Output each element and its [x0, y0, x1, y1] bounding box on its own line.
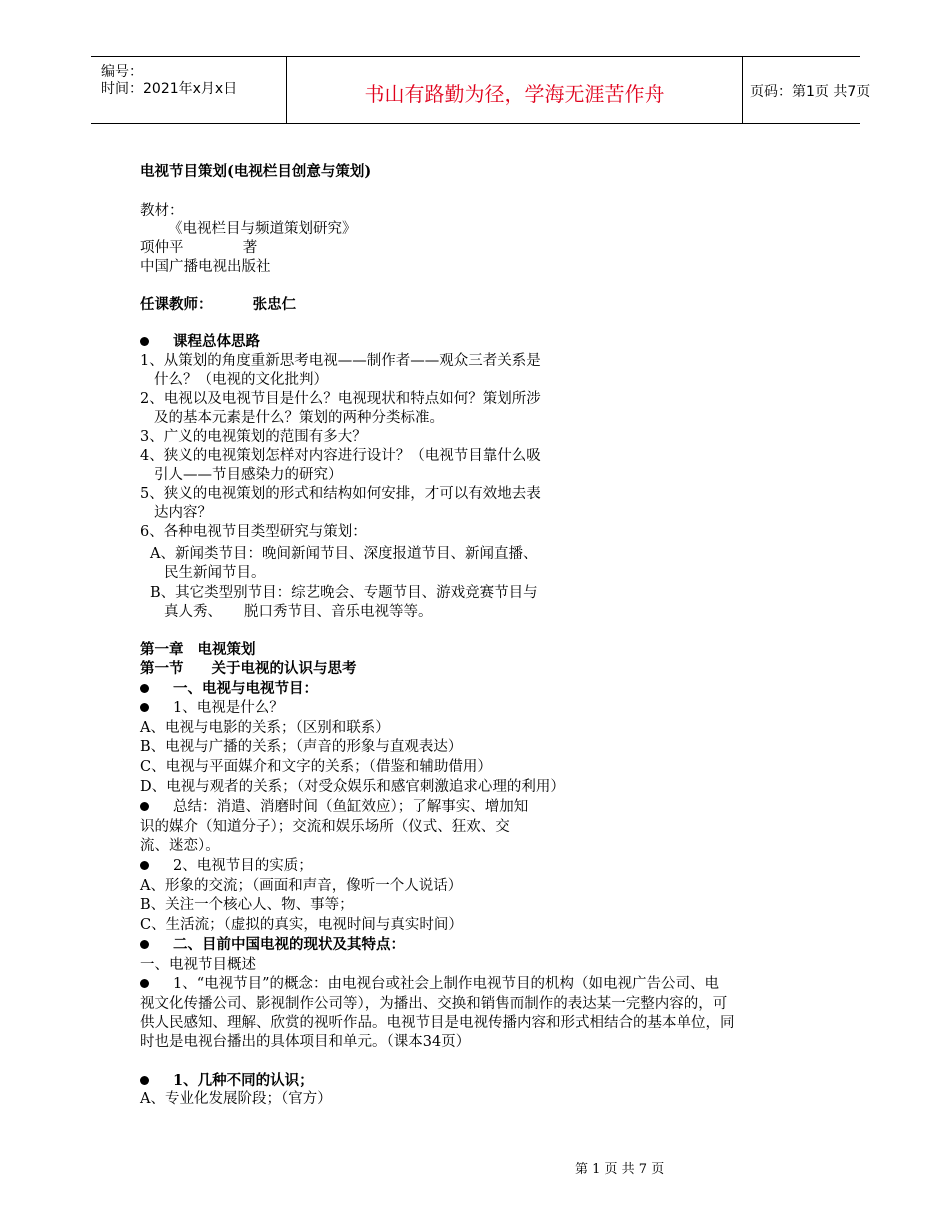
footer-page-number: 第 1 页 共 7 页 [575, 1162, 665, 1177]
bullet-icon [140, 979, 149, 988]
heading-two: 二、目前中国电视的现状及其特点： [173, 936, 405, 953]
q2-line [140, 857, 313, 875]
heading-two-line [140, 936, 405, 954]
overview-line: A、新闻类节目：晚间新闻节目、深度报道节目、新闻直播、 [150, 546, 538, 562]
overview-line: B、其它类型别节目：综艺晚会、专题节目、游戏竞赛节目与 [150, 585, 538, 601]
code-label: 编号： [101, 64, 143, 80]
concept-line: 时也是电视台播出的具体项目和单元。（课本34页） [140, 1034, 471, 1050]
overview-line: 及的基本元素是什么？策划的两种分类标准。 [154, 410, 444, 426]
document-title: 电视节目策划(电视栏目创意与策划) [140, 163, 372, 180]
section-number: 第一节 [140, 660, 184, 677]
question-one: 1、电视是什么？ [173, 700, 284, 716]
summary-line: 流、迷恋）。 [140, 838, 220, 854]
author-name: 项仲平 [140, 240, 184, 256]
list-item: A、电视与电影的关系；（区别和联系） [140, 720, 390, 736]
overview-line: 什么？（电视的文化批判） [154, 372, 328, 388]
publisher: 中国广播电视出版社 [140, 259, 271, 275]
question-two: 2、电视节目的实质； [173, 858, 313, 874]
list-item: B、关注一个核心人、物、事等； [140, 897, 354, 913]
time-label: 时间：2021年x月x日 [101, 81, 238, 97]
overview-line: 1、从策划的角度重新思考电视——制作者——观众三者关系是 [140, 353, 541, 369]
header-motto-cell [286, 57, 743, 123]
overview-line: 6、各种电视节目类型研究与策划： [140, 524, 367, 540]
chapter-heading [140, 641, 256, 659]
teacher-line [140, 296, 296, 314]
subheading-one: 一、电视节目概述 [140, 957, 256, 973]
overview-heading-line [140, 333, 260, 351]
teacher-name: 张忠仁 [252, 296, 297, 313]
concept-line: 供人民感知、理解、欣赏的视听作品。电视节目是电视传播内容和形式相结合的基本单位，同 [140, 1015, 735, 1031]
summary-line: 识的媒介（知道分子）；交流和娱乐场所（仪式、狂欢、交 [140, 819, 510, 835]
header-left-cell [91, 57, 286, 123]
teacher-label: 任课教师： [140, 296, 213, 313]
concept-line [140, 975, 719, 993]
bullet-icon [140, 802, 149, 811]
chapter-title: 电视策划 [197, 641, 256, 658]
bullet-icon [140, 337, 149, 346]
bullet-icon [140, 684, 149, 693]
concept-text: 1、“电视节目”的概念：由电视台或社会上制作电视节目的机构（如电视广告公司、电 [173, 976, 720, 992]
bullet-icon [140, 861, 149, 870]
overview-line: 引人——节目感染力的研究） [154, 467, 343, 483]
bullet-icon [140, 703, 149, 712]
views-heading-line [140, 1072, 314, 1090]
overview-line: 5、狭义的电视策划的形式和结构如何安排，才可以有效地去表 [140, 486, 541, 502]
overview-line: 达内容？ [154, 505, 212, 521]
list-item: C、电视与平面媒介和文字的关系；（借鉴和辅助借用） [140, 759, 492, 775]
section-title: 关于电视的认识与思考 [211, 660, 357, 677]
heading-one-line [140, 680, 318, 698]
chapter-number: 第一章 [140, 641, 184, 658]
summary-text: 总结：消遣、消磨时间（鱼缸效应）；了解事实、增加知 [173, 799, 529, 815]
list-item: A、专业化发展阶段；（官方） [140, 1091, 332, 1107]
overview-line: 脱口秀节目、音乐电视等等。 [244, 604, 433, 620]
list-item: C、生活流；（虚拟的真实，电视时间与真实时间） [140, 917, 463, 933]
views-heading: 1、几种不同的认识； [173, 1072, 314, 1089]
author-line [140, 239, 257, 257]
overview-line: 真人秀、 [164, 604, 222, 620]
textbook-label: 教材： [140, 203, 184, 219]
summary-line [140, 798, 528, 816]
overview-line-split [164, 603, 433, 621]
header-page-info: 页码：第1页 共7页 [750, 84, 871, 100]
overview-line: 民生新闻节目。 [164, 565, 266, 581]
overview-line: 2、电视以及电视节目是什么？电视现状和特点如何？策划所涉 [140, 391, 541, 407]
header-motto: 书山有路勤为径，学海无涯苦作舟 [364, 82, 665, 106]
list-item: D、电视与观者的关系；（对受众娱乐和感官刺激追求心理的利用） [140, 779, 565, 795]
q1-line [140, 699, 284, 717]
textbook-name: 《电视栏目与频道策划研究》 [168, 221, 357, 237]
list-item: B、电视与广播的关系；（声音的形象与直观表达） [140, 739, 463, 755]
header-right-cell [742, 57, 871, 123]
concept-line: 视文化传播公司、影视制作公司等），为播出、交换和销售而制作的表达某一完整内容的，可 [140, 996, 728, 1012]
section-heading [140, 660, 357, 678]
overview-heading: 课程总体思路 [173, 333, 260, 350]
overview-line: 3、广义的电视策划的范围有多大？ [140, 429, 367, 445]
document-header [91, 56, 871, 124]
bullet-icon [140, 940, 149, 949]
overview-line: 4、狭义的电视策划怎样对内容进行设计？（电视节目靠什么吸 [140, 448, 541, 464]
list-item: A、形象的交流；（画面和声音，像听一个人说话） [140, 878, 463, 894]
author-role: 著 [242, 240, 258, 256]
heading-one: 一、电视与电视节目： [173, 680, 318, 697]
bullet-icon [140, 1076, 149, 1085]
